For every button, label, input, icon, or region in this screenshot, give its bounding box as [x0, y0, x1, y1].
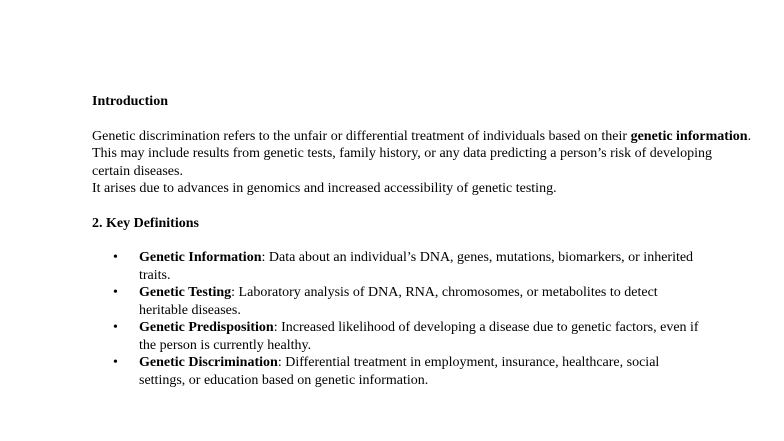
bullet-icon: • [113, 285, 118, 300]
intro-sentence-1 [92, 128, 752, 181]
intro-heading: Introduction [92, 94, 168, 109]
definition-text: : Increased likelihood of developing a disease due to genetic factors, even if the person is currently healthy. [139, 320, 699, 353]
definition-term: Genetic Predisposition [139, 320, 274, 335]
intro-text-end: . This may include results from genetic tests, family history, or any data predicting a person’s risk of developing certain diseases. [92, 128, 752, 179]
document-page [92, 93, 752, 389]
definition-term: Genetic Information [139, 250, 262, 265]
definition-text: : Laboratory analysis of DNA, RNA, chromosomes, or metabolites to detect heritable diseases. [139, 285, 658, 318]
intro-text-start: Genetic discrimination refers to the unfair or differential treatment of individuals based on their [92, 128, 631, 144]
intro-bold-term: genetic information [630, 128, 748, 144]
bullet-icon: • [113, 355, 118, 370]
list-item [92, 249, 699, 284]
list-item [92, 354, 699, 389]
intro-sentence-2: It arises due to advances in genomics and increased accessibility of genetic testing. [92, 181, 557, 196]
definitions-list [92, 249, 752, 389]
definition-term: Genetic Testing [139, 285, 232, 300]
bullet-icon: • [113, 320, 118, 335]
list-item [92, 319, 699, 354]
intro-paragraph [92, 128, 752, 198]
bullet-icon: • [113, 250, 118, 265]
list-item [92, 284, 699, 319]
definition-term: Genetic Discrimination [139, 355, 278, 370]
definition-text: : Differential treatment in employment, insurance, healthcare, social settings, or education based on genetic information. [139, 355, 660, 388]
definition-text: : Data about an individual’s DNA, genes, mutations, biomarkers, or inherited traits. [139, 250, 694, 283]
definitions-heading: 2. Key Definitions [92, 215, 199, 231]
